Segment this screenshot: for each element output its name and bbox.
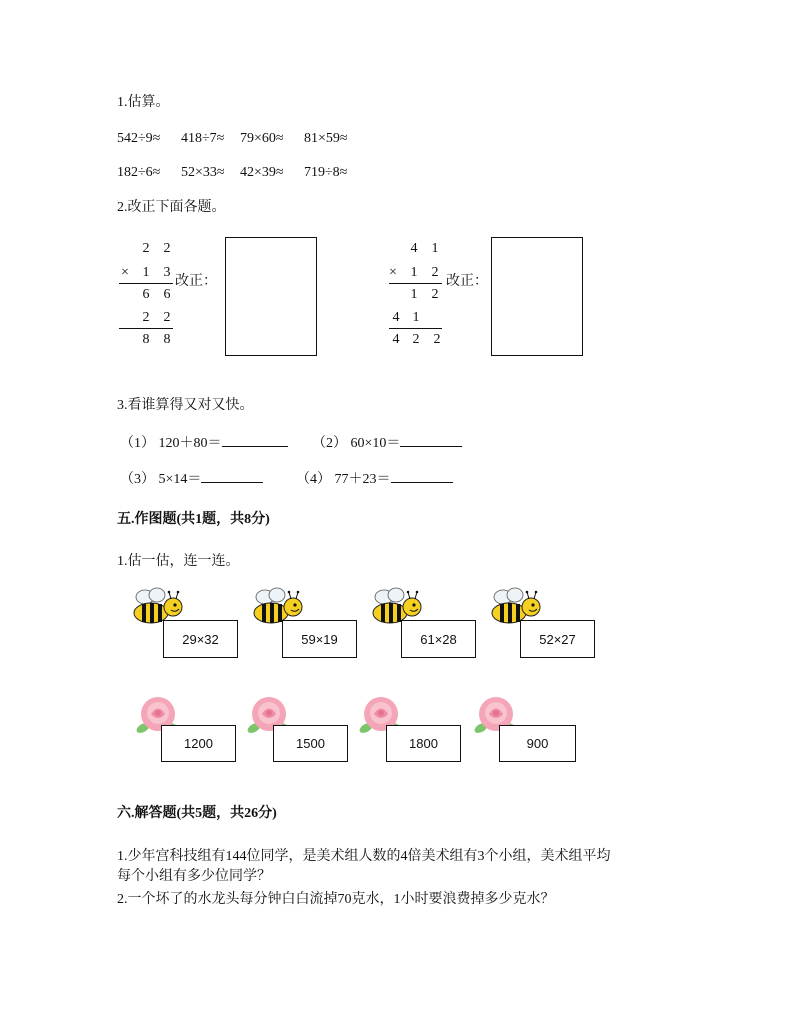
digit: 2 xyxy=(163,310,171,325)
digit: 8 xyxy=(163,332,171,347)
correction-label: 改正： xyxy=(446,274,488,289)
q1-title: 1.估算。 xyxy=(117,95,170,110)
bee-expression-box: 59×19 xyxy=(282,620,357,658)
q1-row1-item: 81×59≈ xyxy=(304,131,348,146)
digit: 4 xyxy=(410,241,418,256)
bee-expression-box: 61×28 xyxy=(401,620,476,658)
digit: 2 xyxy=(431,287,439,302)
digit: 6 xyxy=(163,287,171,302)
divider-line xyxy=(119,328,173,329)
q3-item xyxy=(120,434,288,453)
rose-number-box: 1800 xyxy=(386,725,461,762)
section5-q1-title: 1.估一估，连一连。 xyxy=(117,554,240,569)
answer-blank[interactable] xyxy=(222,434,288,447)
rose-number-box: 1200 xyxy=(161,725,236,762)
q2-title: 2.改正下面各题。 xyxy=(117,200,226,215)
correction-label: 改正： xyxy=(175,274,217,289)
digit: 1 xyxy=(142,265,150,280)
digit: 1 xyxy=(410,287,418,302)
correction-answer-box[interactable] xyxy=(491,237,583,356)
q1-row2-item: 42×39≈ xyxy=(240,165,284,180)
bee-expression-box: 29×32 xyxy=(163,620,238,658)
digit: 3 xyxy=(163,265,171,280)
divider-line xyxy=(389,283,442,284)
section6-heading: 六.解答题(共5题，共26分) xyxy=(117,806,277,821)
answer-blank[interactable] xyxy=(201,470,263,483)
q3-item-text: （3） 5×14＝ xyxy=(120,472,202,487)
answer-blank[interactable] xyxy=(400,434,462,447)
q1-row1-item: 542÷9≈ xyxy=(117,131,161,146)
digit: 8 xyxy=(142,332,150,347)
digit: 6 xyxy=(142,287,150,302)
section6-q1-line1: 1.少年宫科技组有144位同学，是美术组人数的4倍美术组有3个小组，美术组平均 xyxy=(117,849,611,864)
digit: 1 xyxy=(410,265,418,280)
section6-q2: 2.一个坏了的水龙头每分钟白白流掉70克水，1小时要浪费掉多少克水？ xyxy=(117,892,555,907)
digit: 2 xyxy=(142,241,150,256)
q1-row2-item: 182÷6≈ xyxy=(117,165,161,180)
digit: 1 xyxy=(412,310,420,325)
times-sign: × xyxy=(121,265,129,280)
digit: 4 xyxy=(392,332,400,347)
digit: 2 xyxy=(433,332,441,347)
q3-item xyxy=(120,470,263,489)
section5-heading: 五.作图题(共1题，共8分) xyxy=(117,512,270,527)
q3-title: 3.看谁算得又对又快。 xyxy=(117,398,254,413)
divider-line xyxy=(389,328,442,329)
rose-number-box: 1500 xyxy=(273,725,348,762)
q3-item xyxy=(312,434,462,453)
q1-row1-item: 79×60≈ xyxy=(240,131,284,146)
q3-item-text: （4） 77＋23＝ xyxy=(296,472,391,487)
digit: 4 xyxy=(392,310,400,325)
q1-row1-item: 418÷7≈ xyxy=(181,131,225,146)
bee-expression-box: 52×27 xyxy=(520,620,595,658)
q1-row2-item: 719÷8≈ xyxy=(304,165,348,180)
q3-item-text: （1） 120＋80＝ xyxy=(120,436,222,451)
q3-item-text: （2） 60×10＝ xyxy=(312,436,401,451)
digit: 2 xyxy=(142,310,150,325)
times-sign: × xyxy=(389,265,397,280)
answer-blank[interactable] xyxy=(391,470,453,483)
digit: 2 xyxy=(412,332,420,347)
digit: 2 xyxy=(431,265,439,280)
section6-q1-line2: 每个小组有多少位同学？ xyxy=(117,869,271,884)
correction-answer-box[interactable] xyxy=(225,237,317,356)
q1-row2-item: 52×33≈ xyxy=(181,165,225,180)
digit: 2 xyxy=(163,241,171,256)
rose-number-box: 900 xyxy=(499,725,576,762)
divider-line xyxy=(119,283,173,284)
digit: 1 xyxy=(431,241,439,256)
q3-item xyxy=(296,470,453,489)
